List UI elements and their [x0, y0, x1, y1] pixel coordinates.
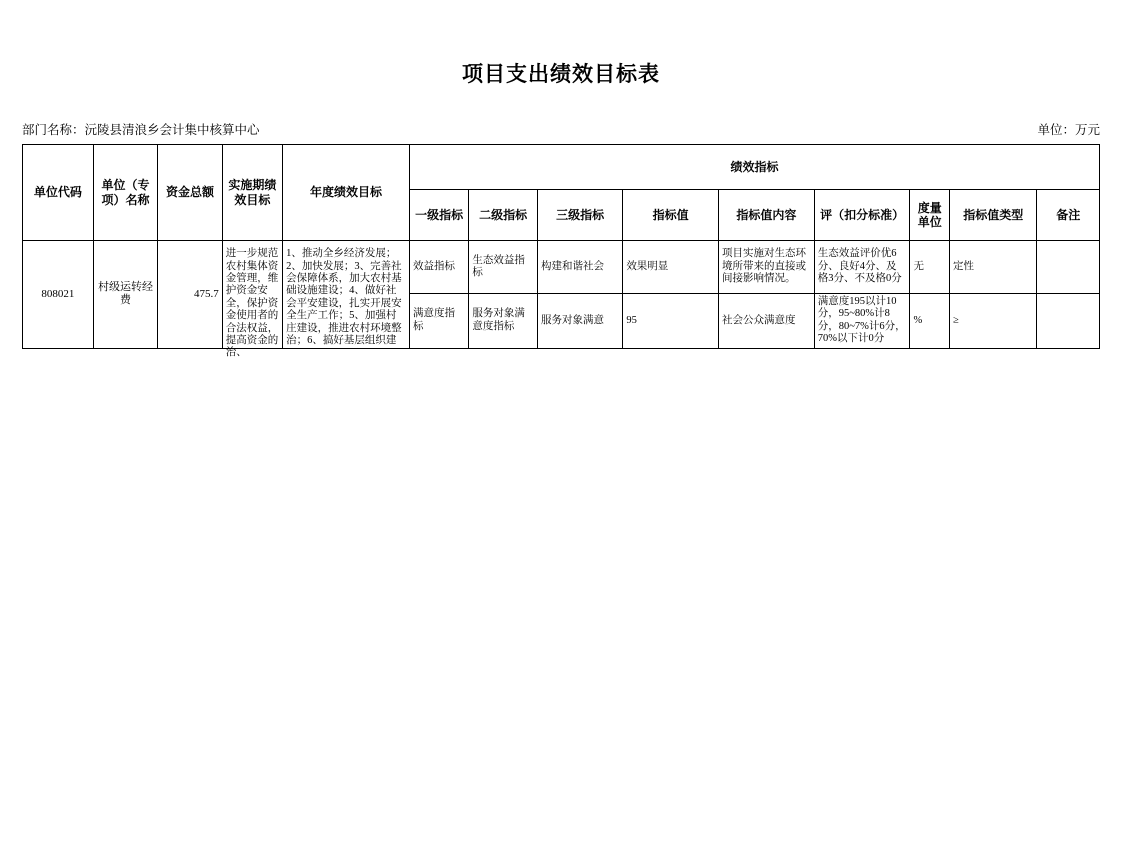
department-info [22, 120, 260, 138]
cell-measure-unit: 无 [910, 241, 950, 294]
cell-indicator-value-content: 社会公众满意度 [719, 294, 815, 349]
header-level3: 三级指标 [538, 190, 623, 241]
cell-level2: 服务对象满意度指标 [469, 294, 538, 349]
department-label: 部门名称： [22, 123, 85, 137]
header-fund-total: 资金总额 [158, 145, 223, 241]
header-remark: 备注 [1037, 190, 1100, 241]
cell-unit-name: 村级运转经费 [93, 241, 158, 349]
cell-unit-code: 808021 [23, 241, 94, 349]
cell-fund-total: 475.7 [158, 241, 223, 349]
cell-period-target: 进一步规范农村集体资金管理，维护资金安全，保护资金使用者的合法权益，提高资金的治、 [222, 241, 282, 349]
cell-level2: 生态效益指标 [469, 241, 538, 294]
cell-indicator-value-content: 项目实施对生态环境所带来的直接或间接影响情况。 [719, 241, 815, 294]
cell-annual-target: 1、推动全乡经济发展；2、加快发展；3、完善社会保障体系，加大农村基础设施建设；4、做好社会平安建设，扎实开展安全生产工作；5、加强村庄建设，推进农村环境整治；6、搞好基层组织建 [283, 241, 410, 349]
cell-remark [1037, 294, 1100, 349]
header-scoring-standard: 评（扣分标准） [814, 190, 910, 241]
header-period-target: 实施期绩效目标 [222, 145, 282, 241]
cell-value-type: 定性 [950, 241, 1037, 294]
header-indicator-value: 指标值 [623, 190, 719, 241]
cell-indicator-value: 95 [623, 294, 719, 349]
header-unit-code: 单位代码 [23, 145, 94, 241]
cell-indicator-value: 效果明显 [623, 241, 719, 294]
document-page [0, 58, 1122, 851]
header-unit-name: 单位（专项）名称 [93, 145, 158, 241]
performance-target-table [22, 144, 1100, 359]
header-level2: 二级指标 [469, 190, 538, 241]
currency-unit: 单位：万元 [1037, 123, 1100, 137]
page-title: 项目支出绩效目标表 [462, 62, 660, 86]
cell-level1: 满意度指标 [410, 294, 469, 349]
header-indicator-value-content: 指标值内容 [719, 190, 815, 241]
cell-level3: 构建和谐社会 [538, 241, 623, 294]
header-annual-target: 年度绩效目标 [283, 145, 410, 241]
table-header-group-row [23, 145, 1100, 190]
cell-scoring-standard: 满意度195以计10分，95~80%计8分，80~7%计6分，70%以下计0分 [814, 294, 910, 349]
cell-level3: 服务对象满意 [538, 294, 623, 349]
department-name: 沅陵县清浪乡会计集中核算中心 [84, 123, 260, 137]
table-row [23, 241, 1100, 294]
header-level1: 一级指标 [410, 190, 469, 241]
header-value-type: 指标值类型 [950, 190, 1037, 241]
cell-remark [1037, 241, 1100, 294]
header-measure-unit: 度量单位 [910, 190, 950, 241]
cell-scoring-standard: 生态效益评价优6分、良好4分、及格3分、不及格0分 [814, 241, 910, 294]
cell-value-type: ≥ [950, 294, 1037, 349]
document-meta [22, 120, 1100, 138]
cell-measure-unit: % [910, 294, 950, 349]
cell-level1: 效益指标 [410, 241, 469, 294]
header-performance-indicators-group: 绩效指标 [410, 145, 1100, 190]
